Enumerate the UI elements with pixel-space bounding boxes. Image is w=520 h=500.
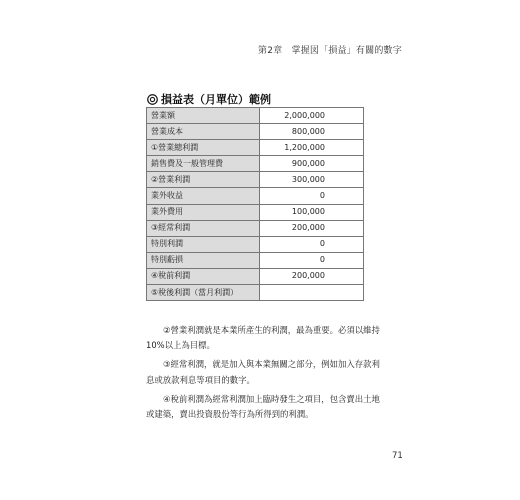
table-row xyxy=(147,252,364,268)
table-row xyxy=(147,188,364,204)
paragraph: ③經常利潤，就是加入與本業無關之部分，例如加入存款利息或放款利息等項目的數字。 xyxy=(146,359,380,385)
row-value: 0 xyxy=(260,188,364,204)
row-value: 800,000 xyxy=(260,124,364,140)
body-text xyxy=(146,323,386,426)
paragraph: ②營業利潤就是本業所產生的利潤，最為重要。必須以維持10%以上為目標。 xyxy=(146,325,380,351)
table-row xyxy=(147,236,364,252)
row-label: 銷售費及一般管理費 xyxy=(147,156,260,172)
row-label: ①營業總利潤 xyxy=(147,140,260,156)
row-value: 900,000 xyxy=(260,156,364,172)
row-label: 特別利潤 xyxy=(147,236,260,252)
row-label: ②營業利潤 xyxy=(147,172,260,188)
row-label: 特別虧損 xyxy=(147,252,260,268)
row-value: 200,000 xyxy=(260,220,364,236)
row-value: 2,000,000 xyxy=(260,108,364,124)
row-label: 業外收益 xyxy=(147,188,260,204)
paragraph: ④稅前利潤為經常利潤加上臨時發生之項目，包含賣出土地或建築，賣出投資股份等行為所得到的利潤。 xyxy=(146,393,380,420)
income-statement-body xyxy=(147,108,364,301)
table-row xyxy=(147,140,364,156)
table-row xyxy=(147,285,364,301)
row-label: ③經常利潤 xyxy=(147,220,260,236)
table-row xyxy=(147,124,364,140)
section-title xyxy=(147,91,271,107)
row-value: 200,000 xyxy=(260,268,364,284)
row-label: 營業成本 xyxy=(147,124,260,140)
row-value xyxy=(260,285,364,301)
table-row xyxy=(147,220,364,236)
table-row xyxy=(147,156,364,172)
table-row xyxy=(147,172,364,188)
page-number: 71 xyxy=(392,451,403,461)
spiral-bullet-icon xyxy=(147,94,158,105)
row-label: ④稅前利潤 xyxy=(147,268,260,284)
table-row xyxy=(147,268,364,284)
table-row xyxy=(147,204,364,220)
row-label: 營業額 xyxy=(147,108,260,124)
income-statement-table xyxy=(146,107,364,301)
table-row xyxy=(147,108,364,124)
row-value: 0 xyxy=(260,236,364,252)
row-label: 業外費用 xyxy=(147,204,260,220)
row-label: ⑤稅後利潤（當月利潤） xyxy=(147,285,260,301)
row-value: 1,200,000 xyxy=(260,140,364,156)
row-value: 100,000 xyxy=(260,204,364,220)
running-header: 第2章 掌握図「損益」有關的數字 xyxy=(258,46,402,56)
row-value: 0 xyxy=(260,252,364,268)
section-title-text: 損益表（月單位）範例 xyxy=(161,93,271,106)
row-value: 300,000 xyxy=(260,172,364,188)
